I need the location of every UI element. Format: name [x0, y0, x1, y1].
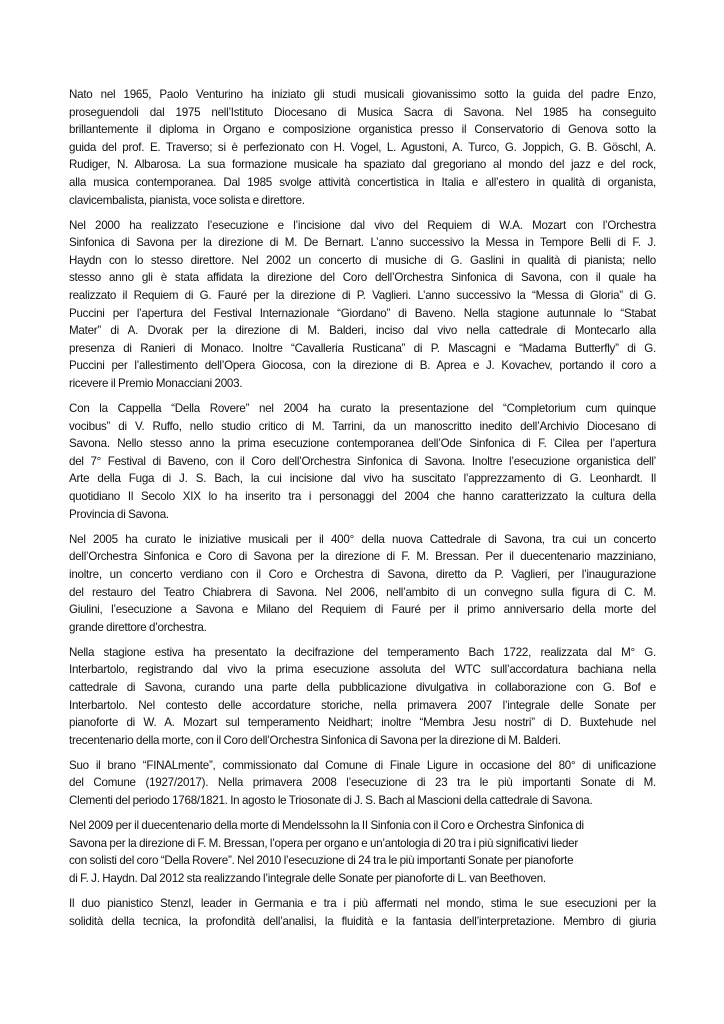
text-line: pianoforte di W. A. Mozart sul temperamento Neidhart; inoltre “Membra Jesu nostri” di D. Buxtehude nel — [69, 716, 656, 730]
text-line: vocibus” di V. Ruffo, nello studio critico di M. Tarrini, da un manoscritto inedito dell’Archivio Diocesano di — [69, 419, 656, 433]
text-line: Savona per la direzione di F. M. Bressan, l’opera per organo e un’antologia di 20 tra i più significativi lieder — [69, 836, 578, 850]
text-line: Nel 2009 per il duecentenario della morte di Mendelssohn la II Sinfonia con il Coro e Orchestra Sinfonica di — [69, 819, 584, 833]
text-line: solidità della tecnica, la profondità dell’analisi, la fluidità e la fantasia dell’interpretazione. Membro di giuria — [69, 914, 656, 928]
text-line: quotidiano Il Secolo XIX lo ha inserito tra i personaggi del 2004 che hanno caratterizzato la cultura della — [69, 490, 656, 504]
text-line: Suo il brano “FINALmente”, commissionato dal Comune di Finale Ligure in occasione del 80° di unificazione — [69, 758, 656, 772]
paragraph-2004 — [69, 400, 656, 523]
text-line: Con la Cappella “Della Rovere” nel 2004 ha curato la presentazione del “Completorium cum quinque — [69, 402, 656, 416]
text-line: clavicembalista, pianista, voce solista e direttore. — [69, 193, 305, 207]
text-line: Haydn con lo stesso direttore. Nel 2002 un concerto di musiche di G. Gaslini in qualità di pianista; nello — [69, 253, 656, 267]
paragraph-2000-2003 — [69, 217, 656, 393]
text-line: Nel 2000 ha realizzato l’esecuzione e l’incisione dal vivo del Requiem di W.A. Mozart con l’Orchestra — [69, 218, 656, 232]
paragraph-2009-2012 — [69, 817, 656, 887]
text-line: alla musica contemporanea. Dal 1985 svolge attività concertistica in Italia e all’estero in qualità di organista, — [69, 175, 656, 189]
text-line: grande direttore d’orchestra. — [69, 620, 207, 634]
text-line: di F. J. Haydn. Dal 2012 sta realizzando l’integrale delle Sonate per pianoforte di L. van Beethoven. — [69, 871, 546, 885]
text-line: Rudiger, N. Albarosa. La sua formazione musicale ha spaziato dal gregoriano al mondo del jazz e del rock, — [69, 158, 656, 172]
text-line: cattedrale di Savona, curando una parte della pubblicazione divulgativa in collaborazione con G. Bof e — [69, 681, 656, 694]
paragraph-biography-early-years — [69, 86, 656, 209]
text-line: Clementi del periodo 1768/1821. In agosto le Triosonate di J. S. Bach al Mascioni della cattedrale di Savona. — [69, 794, 593, 808]
text-line: guida del prof. E. Traverso; si è perfezionato con H. Vogel, L. Agustoni, A. Turco, G. Joppich, G. B. Göschl, A. — [69, 140, 656, 154]
text-line: Savona. Nello stesso anno la prima esecuzione contemporanea dell’Ode Sinfonica di F. Cilea per l’apertura — [69, 437, 656, 451]
text-line: inoltre, un concerto verdiano con il Coro e Orchestra di Savona, diretto da P. Vaglieri, per l’inaugurazione — [69, 567, 656, 581]
text-line: presenza di Ranieri di Monaco. Inoltre “Cavalleria Rusticana” di P. Mascagni e “Madama Butterfly” di G. — [69, 341, 656, 355]
text-line: trecentenario della morte, con il Coro dell’Orchestra Sinfonica di Savona per la direzione di M. Balderi. — [69, 733, 561, 747]
text-line: Provincia di Savona. — [69, 507, 169, 521]
text-line: Nella stagione estiva ha presentato la decifrazione del temperamento Bach 1722, realizzata dal M° G. — [69, 645, 656, 659]
paragraph-2005-2006 — [69, 531, 656, 637]
text-line: Nel 2005 ha curato le iniziative musicali per il 400° della nuova Cattedrale di Savona, tra cui un concerto — [69, 532, 656, 546]
text-line: brillantemente il diploma in Organo e composizione organistica presso il Conservatorio di Genova sotto la — [69, 123, 656, 137]
text-line: dell’Orchestra Sinfonica e Coro di Savona per la direzione di F. M. Bressan. Per il duecentenario mazziniano, — [69, 550, 656, 564]
text-line: Il duo pianistico Stenzl, leader in Germania e tra i più affermati nel mondo, stima le sue esecuzioni per la — [69, 897, 656, 911]
text-line: con solisti del coro “Della Rovere”. Nel 2010 l’esecuzione di 24 tra le più importanti Sonate per pianoforte — [69, 854, 574, 868]
text-line: Sinfonica di Savona per la direzione di M. De Bernart. L’anno successivo la Messa in Tempore Belli di F. J. — [69, 236, 656, 250]
text-line: del 7° Festival di Baveno, con il Coro dell’Orchestra Sinfonica di Savona. Inoltre l’esecuzione organistica dell’ — [69, 454, 656, 468]
paragraph-temperament-2007 — [69, 644, 656, 750]
document-page — [69, 86, 656, 938]
text-line: Giulini, l’esecuzione a Savona e Milano del Requiem di Fauré per il primo anniversario della morte del — [69, 603, 656, 617]
paragraph-stenzl-duo — [69, 895, 656, 930]
text-line: stesso anno gli è stata affidata la direzione del Coro dell’Orchestra Sinfonica di Savona, con il quale ha — [69, 271, 656, 285]
text-line: proseguendoli dal 1975 nell’Istituto Diocesano di Musica Sacra di Savona. Nel 1985 ha conseguito — [69, 105, 656, 119]
text-line: Puccini per l’apertura del Festival Internazionale “Giordano” di Baveno. Nella stagione autunnale lo “Stabat — [69, 306, 656, 320]
text-line: del Comune (1927/2017). Nella primavera 2008 l’esecuzione di 23 tra le più importanti Sonate di M. — [69, 776, 656, 790]
text-line: Nato nel 1965, Paolo Venturino ha iniziato gli studi musicali giovanissimo sotto la guida del padre Enzo, — [69, 88, 656, 101]
paragraph-finalmente-2008 — [69, 757, 656, 810]
text-line: Mater” di A. Dvorak per la direzione di M. Balderi, inciso dal vivo nella cattedrale di Montecarlo alla — [69, 324, 656, 338]
text-line: del restauro del Teatro Chiabrera di Savona. Nel 2006, nell’ambito di un convegno sulla figura di C. M. — [69, 585, 656, 599]
text-line: realizzato il Requiem di G. Fauré per la direzione di P. Vaglieri. L’anno successivo la “Messa di Gloria” di G. — [69, 289, 656, 303]
text-line: Arte della Fuga di J. S. Bach, la cui incisione dal vivo ha suscitato l’apprezzamento di G. Leonhardt. Il — [69, 472, 656, 486]
text-line: Puccini per l’allestimento dell’Opera Giocosa, con la direzione di B. Aprea e J. Kovachev, portando il coro a — [69, 359, 656, 373]
text-line: Interbartolo, registrando dal vivo la prima esecuzione assoluta del WTC sull’accordatura bachiana nella — [69, 663, 656, 677]
text-line: Interbartolo. Nel contesto delle accordature storiche, nella primavera 2007 l’integrale delle Sonate per — [69, 698, 656, 712]
text-line: ricevere il Premio Monacciani 2003. — [69, 377, 243, 390]
